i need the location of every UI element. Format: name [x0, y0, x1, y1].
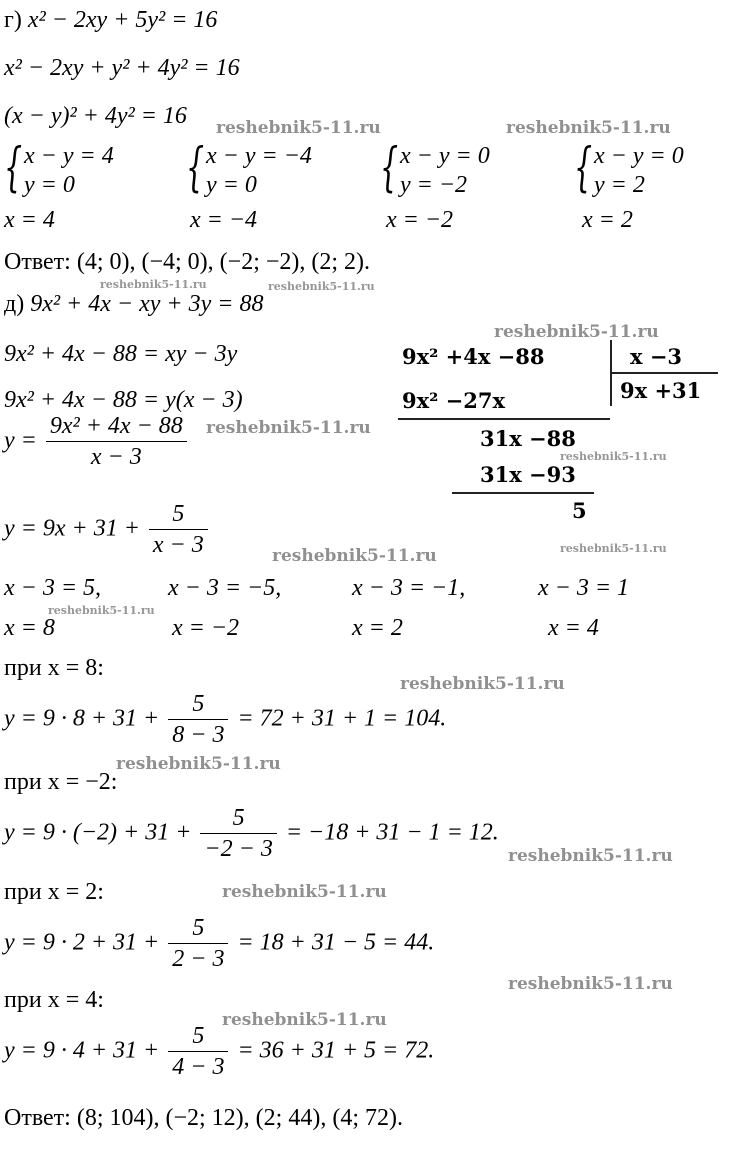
calc-heading: при x = −2:: [4, 769, 118, 795]
brace-icon: {: [574, 138, 593, 198]
solution-x: x = 2: [582, 207, 633, 233]
case-eq: x − 3 = 1: [538, 575, 630, 601]
division-sub1: 9x² −27x: [402, 388, 505, 413]
solution-x: x = −2: [386, 207, 454, 233]
fraction: $\frac{5}{2 - 3}$: [168, 916, 228, 972]
watermark: reshebnik5-11.ru: [222, 1010, 387, 1030]
watermark: reshebnik5-11.ru: [216, 118, 381, 138]
solution-page: г) x² − 2xy + 5y² = 16 x² − 2xy + y² + 4y² = 16 (x − y)² + 4y² = 16 { x − y = 4 y = 0 { x − y = −4 y = 0 { x − y = 0 y = −2 { x − y = 0 y = 2 x = 4 x = −4 x = −2 x = 2 Ответ: (4; 0), (−4; 0), (−2; −2), (2; 2). д) 9x² + 4x − xy + 3y = 88 9x² + 4x − 88 = xy − 3y 9x² + 4x − 88 = y(x − 3) y = $\frac{\text{9x² + 4x − 88}}{x - 3}$ y = 9x + 31 + $\frac{5}{x - 3}$ x − 3 = 5, x − 3 = −5, x − 3 = −1, x − 3 = 1 x = 8 x = −2 x = 2 x = 4 при x = 8: y = 9 · 8 + 31 + $\frac{5}{8 - 3}$ = 72 + 31 + 1 = 104. при x = −2: y = 9 · (−2) + 31 + $\frac{5}{-2 - 3}$ = −18 + 31 − 1 = 12. при x = 2: y = 9 · 2 + 31 + $\frac{5}{2 - 3}$ = 18 + 31 − 5 = 44. при x = 4: y = 9 · 4 + 31 + $\frac{5}{4 - 3}$ = 36 + 31 + 5 = 72. Ответ: (8; 104), (−2; 12), (2; 44), (4; 72). 9x² +4x −88 x −3 9x +31 9x² −27x 31x −88 31x −93 5 reshebnik5-11.ru reshebnik5-11.ru reshebnik5-11.ru reshebnik5-11.ru reshebnik5-11.ru reshebnik5-11.ru reshebnik5-11.ru reshebnik5-11.ru reshebnik5-11.ru reshebnik5-11.ru reshebnik5-11.ru reshebnik5-11.ru reshebnik5-11.ru reshebnik5-11.ru reshebnik5-11.ru reshebnik5-11.ru: [0, 0, 730, 1152]
division-sub2: 31x −93: [480, 462, 576, 487]
watermark: reshebnik5-11.ru: [508, 846, 673, 866]
brace-icon: {: [380, 138, 399, 198]
fraction: $\frac{5}{-2 - 3}$: [200, 806, 276, 862]
watermark: reshebnik5-11.ru: [400, 674, 565, 694]
calc-line: y = 9 · (−2) + 31 + $\frac{5}{-2 - 3}$ = −18 + 31 − 1 = 12.: [4, 805, 499, 863]
watermark: reshebnik5-11.ru: [222, 882, 387, 902]
watermark: reshebnik5-11.ru: [116, 754, 281, 774]
case-eq: x − 3 = −1,: [352, 575, 466, 601]
case-eq: x − 3 = 5,: [4, 575, 102, 601]
solution-x: x = 4: [4, 207, 55, 233]
case-x: x = 4: [548, 615, 599, 641]
division-dividend: 9x² +4x −88: [402, 344, 545, 369]
division-rule-1: [398, 418, 610, 420]
calc-heading: при x = 8:: [4, 655, 104, 681]
brace-icon: {: [186, 138, 205, 198]
watermark: reshebnik5-11.ru: [560, 450, 667, 463]
calc-line: y = 9 · 8 + 31 + $\frac{5}{8 - 3}$ = 72 + 31 + 1 = 104.: [4, 691, 447, 749]
case-eq: x − 3 = −5,: [168, 575, 282, 601]
calc-line: y = 9 · 2 + 31 + $\frac{5}{2 - 3}$ = 18 + 31 − 5 = 44.: [4, 915, 435, 973]
case-x: x = 2: [352, 615, 403, 641]
watermark: reshebnik5-11.ru: [268, 280, 375, 293]
division-remainder: 5: [572, 498, 587, 523]
y-fraction-line: y = $\frac{\text{9x² + 4x − 88}}{x - 3}$: [4, 414, 190, 470]
watermark: reshebnik5-11.ru: [48, 604, 155, 617]
watermark: reshebnik5-11.ru: [508, 974, 673, 994]
division-rem1: 31x −88: [480, 426, 576, 451]
y-simplified-line: y = 9x + 31 + $\frac{5}{x - 3}$: [4, 502, 211, 558]
watermark: reshebnik5-11.ru: [206, 418, 371, 438]
division-divisor: x −3: [630, 344, 683, 369]
division-divisor-rule: [610, 372, 718, 374]
fraction: $\frac{5}{8 - 3}$: [168, 692, 228, 748]
calc-heading: при x = 4:: [4, 987, 104, 1013]
fraction: $\frac{\text{9x² + 4x − 88}}{x - 3}$: [46, 414, 187, 470]
calc-heading: при x = 2:: [4, 879, 104, 905]
part-d-eq1: д) 9x² + 4x − xy + 3y = 88: [4, 291, 264, 317]
part-g-answer: Ответ: (4; 0), (−4; 0), (−2; −2), (2; 2).: [4, 249, 371, 275]
part-d-answer: Ответ: (8; 104), (−2; 12), (2; 44), (4; 72).: [4, 1105, 403, 1131]
part-g-eq1: г) x² − 2xy + 5y² = 16: [4, 7, 218, 33]
part-g-eq3: (x − y)² + 4y² = 16: [4, 103, 187, 129]
brace-icon: {: [4, 138, 23, 198]
part-d-eq3: 9x² + 4x − 88 = y(x − 3): [4, 387, 243, 413]
calc-line: y = 9 · 4 + 31 + $\frac{5}{4 - 3}$ = 36 + 31 + 5 = 72.: [4, 1023, 435, 1081]
watermark: reshebnik5-11.ru: [494, 322, 659, 342]
watermark: reshebnik5-11.ru: [560, 542, 667, 555]
fraction: $\frac{5}{x - 3}$: [149, 502, 208, 558]
case-x: x = 8: [4, 615, 55, 641]
watermark: reshebnik5-11.ru: [100, 278, 207, 291]
watermark: reshebnik5-11.ru: [506, 118, 671, 138]
solution-x: x = −4: [190, 207, 258, 233]
part-g-eq2: x² − 2xy + y² + 4y² = 16: [4, 55, 240, 81]
fraction: $\frac{5}{4 - 3}$: [168, 1024, 228, 1080]
division-quotient: 9x +31: [620, 378, 702, 403]
division-rule-2: [452, 492, 594, 494]
part-d-eq2: 9x² + 4x − 88 = xy − 3y: [4, 341, 238, 367]
case-x: x = −2: [172, 615, 240, 641]
watermark: reshebnik5-11.ru: [272, 546, 437, 566]
